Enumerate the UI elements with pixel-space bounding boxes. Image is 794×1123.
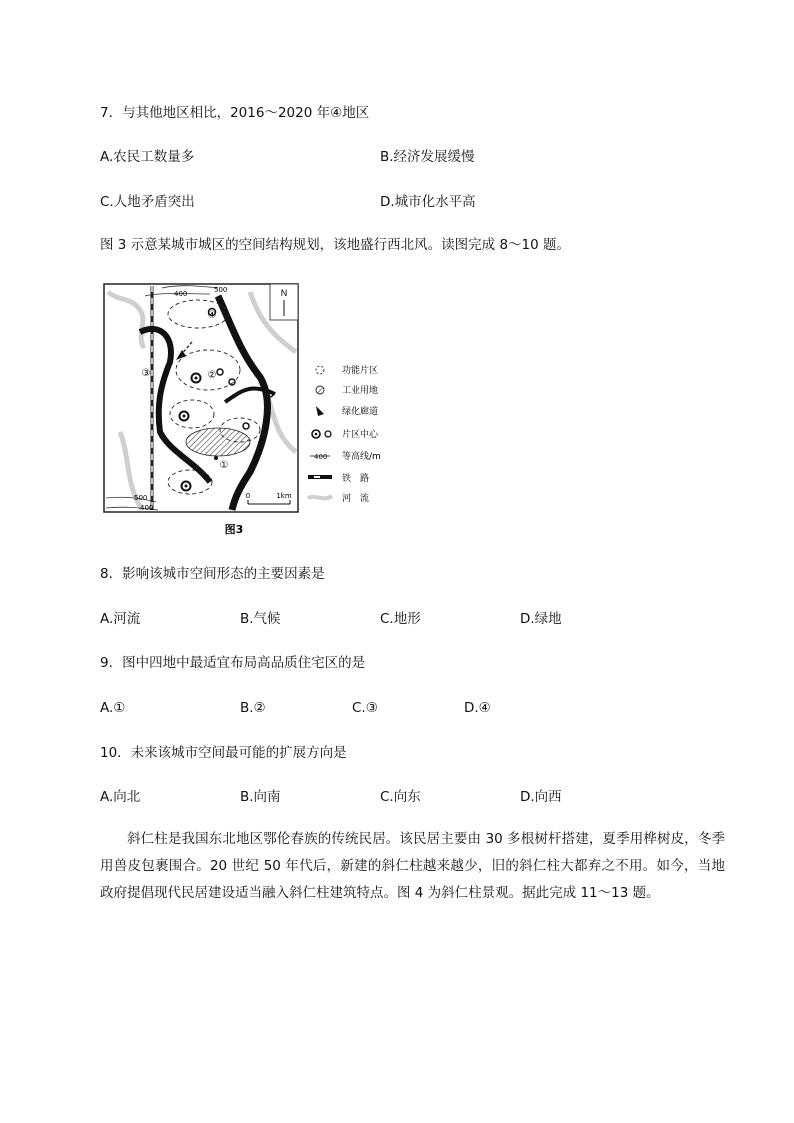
q10-option-d: D.向西 <box>520 789 562 805</box>
legend-corridor-icon <box>316 406 324 416</box>
q7-option-b: B.经济发展缓慢 <box>380 149 475 165</box>
city-structure-map <box>100 282 390 538</box>
legend-river: 河 流 <box>342 494 370 504</box>
contour-label: 500 <box>134 494 148 502</box>
legend-contour-value: 400 <box>314 453 328 461</box>
q8-option-b: B.气候 <box>240 611 281 627</box>
legend-corridor: 绿化廊道 <box>342 407 379 417</box>
figure-3 <box>100 282 390 538</box>
q10-option-c: C.向东 <box>380 789 421 805</box>
legend-industrial-icon <box>316 386 324 394</box>
q10-option-a: A.向北 <box>100 789 141 805</box>
q9-option-a: A.① <box>100 700 126 716</box>
area-centre-dot <box>183 415 186 418</box>
contour-label: 400 <box>140 504 154 512</box>
functional-area <box>170 400 214 428</box>
legend-industrial: 工业用地 <box>342 386 379 396</box>
contour-line <box>162 286 218 288</box>
question-8-stem: 8．影响该城市空间形态的主要因素是 <box>100 566 325 582</box>
area-centre-dot <box>195 377 198 380</box>
green-corridor <box>218 296 267 510</box>
area-centre-dot <box>214 456 218 460</box>
legend-centre: 片区中心 <box>342 430 379 440</box>
q9-option-c: C.③ <box>352 700 378 716</box>
legend-functional-area: 功能片区 <box>342 366 379 376</box>
north-label: N <box>280 288 288 298</box>
q7-option-c: C.人地矛盾突出 <box>100 194 195 210</box>
question-7-stem: 7．与其他地区相比，2016～2020 年④地区 <box>100 105 370 121</box>
area-centre <box>217 369 223 375</box>
area-label-2: ② <box>207 370 217 381</box>
legend-railway: 铁 路 <box>342 474 370 484</box>
area-label-1: ① <box>219 460 229 471</box>
legend-river-icon <box>308 496 332 498</box>
q8-option-a: A.河流 <box>100 611 141 627</box>
figure4-intro-paragraph: 斜仁柱是我国东北地区鄂伦春族的传统民居。该民居主要由 30 多根树杆搭建，夏季用桦树皮，冬季用兽皮包裹围合。20 世纪 50 年代后，新建的斜仁柱越来越少，旧的斜仁柱大都弃之不用。如今，当地政府提倡现代民居建设适当融入斜仁柱建筑特点。图 4 为斜仁柱景观。据此完成 11～13 题。 <box>100 831 725 901</box>
area-label-4: ④ <box>207 310 217 321</box>
area-centre <box>243 423 249 429</box>
contour-line <box>106 497 156 502</box>
river <box>108 292 144 348</box>
functional-area <box>168 300 228 328</box>
industrial-land <box>186 428 250 456</box>
contour-label: 500 <box>214 286 228 294</box>
area-label-3: ③ <box>141 368 151 379</box>
figure-caption: 图3 <box>224 523 244 536</box>
q9-option-b: B.② <box>240 700 266 716</box>
question-9-stem: 9．图中四地中最适宜布局高品质住宅区的是 <box>100 655 366 671</box>
q7-option-a: A.农民工数量多 <box>100 149 195 165</box>
area-centre-dot <box>185 485 188 488</box>
q10-option-b: B.向南 <box>240 789 281 805</box>
q8-option-d: D.绿地 <box>520 611 562 627</box>
scale-zero: 0 <box>245 492 251 500</box>
legend-functional-area-icon <box>316 366 324 374</box>
scale-km: 1km <box>276 492 292 500</box>
contour-label: 400 <box>174 290 188 298</box>
legend-contour: 等高线/m <box>342 452 381 462</box>
map-legend <box>308 364 381 504</box>
q8-option-c: C.地形 <box>380 611 421 627</box>
figure3-intro: 图 3 示意某城市城区的空间结构规划，该地盛行西北风。读图完成 8～10 题。 <box>100 237 571 253</box>
q7-option-d: D.城市化水平高 <box>380 194 476 210</box>
q9-option-d: D.④ <box>464 700 491 716</box>
question-10-stem: 10．未来该城市空间最可能的扩展方向是 <box>100 745 347 761</box>
area-centre <box>229 379 235 385</box>
